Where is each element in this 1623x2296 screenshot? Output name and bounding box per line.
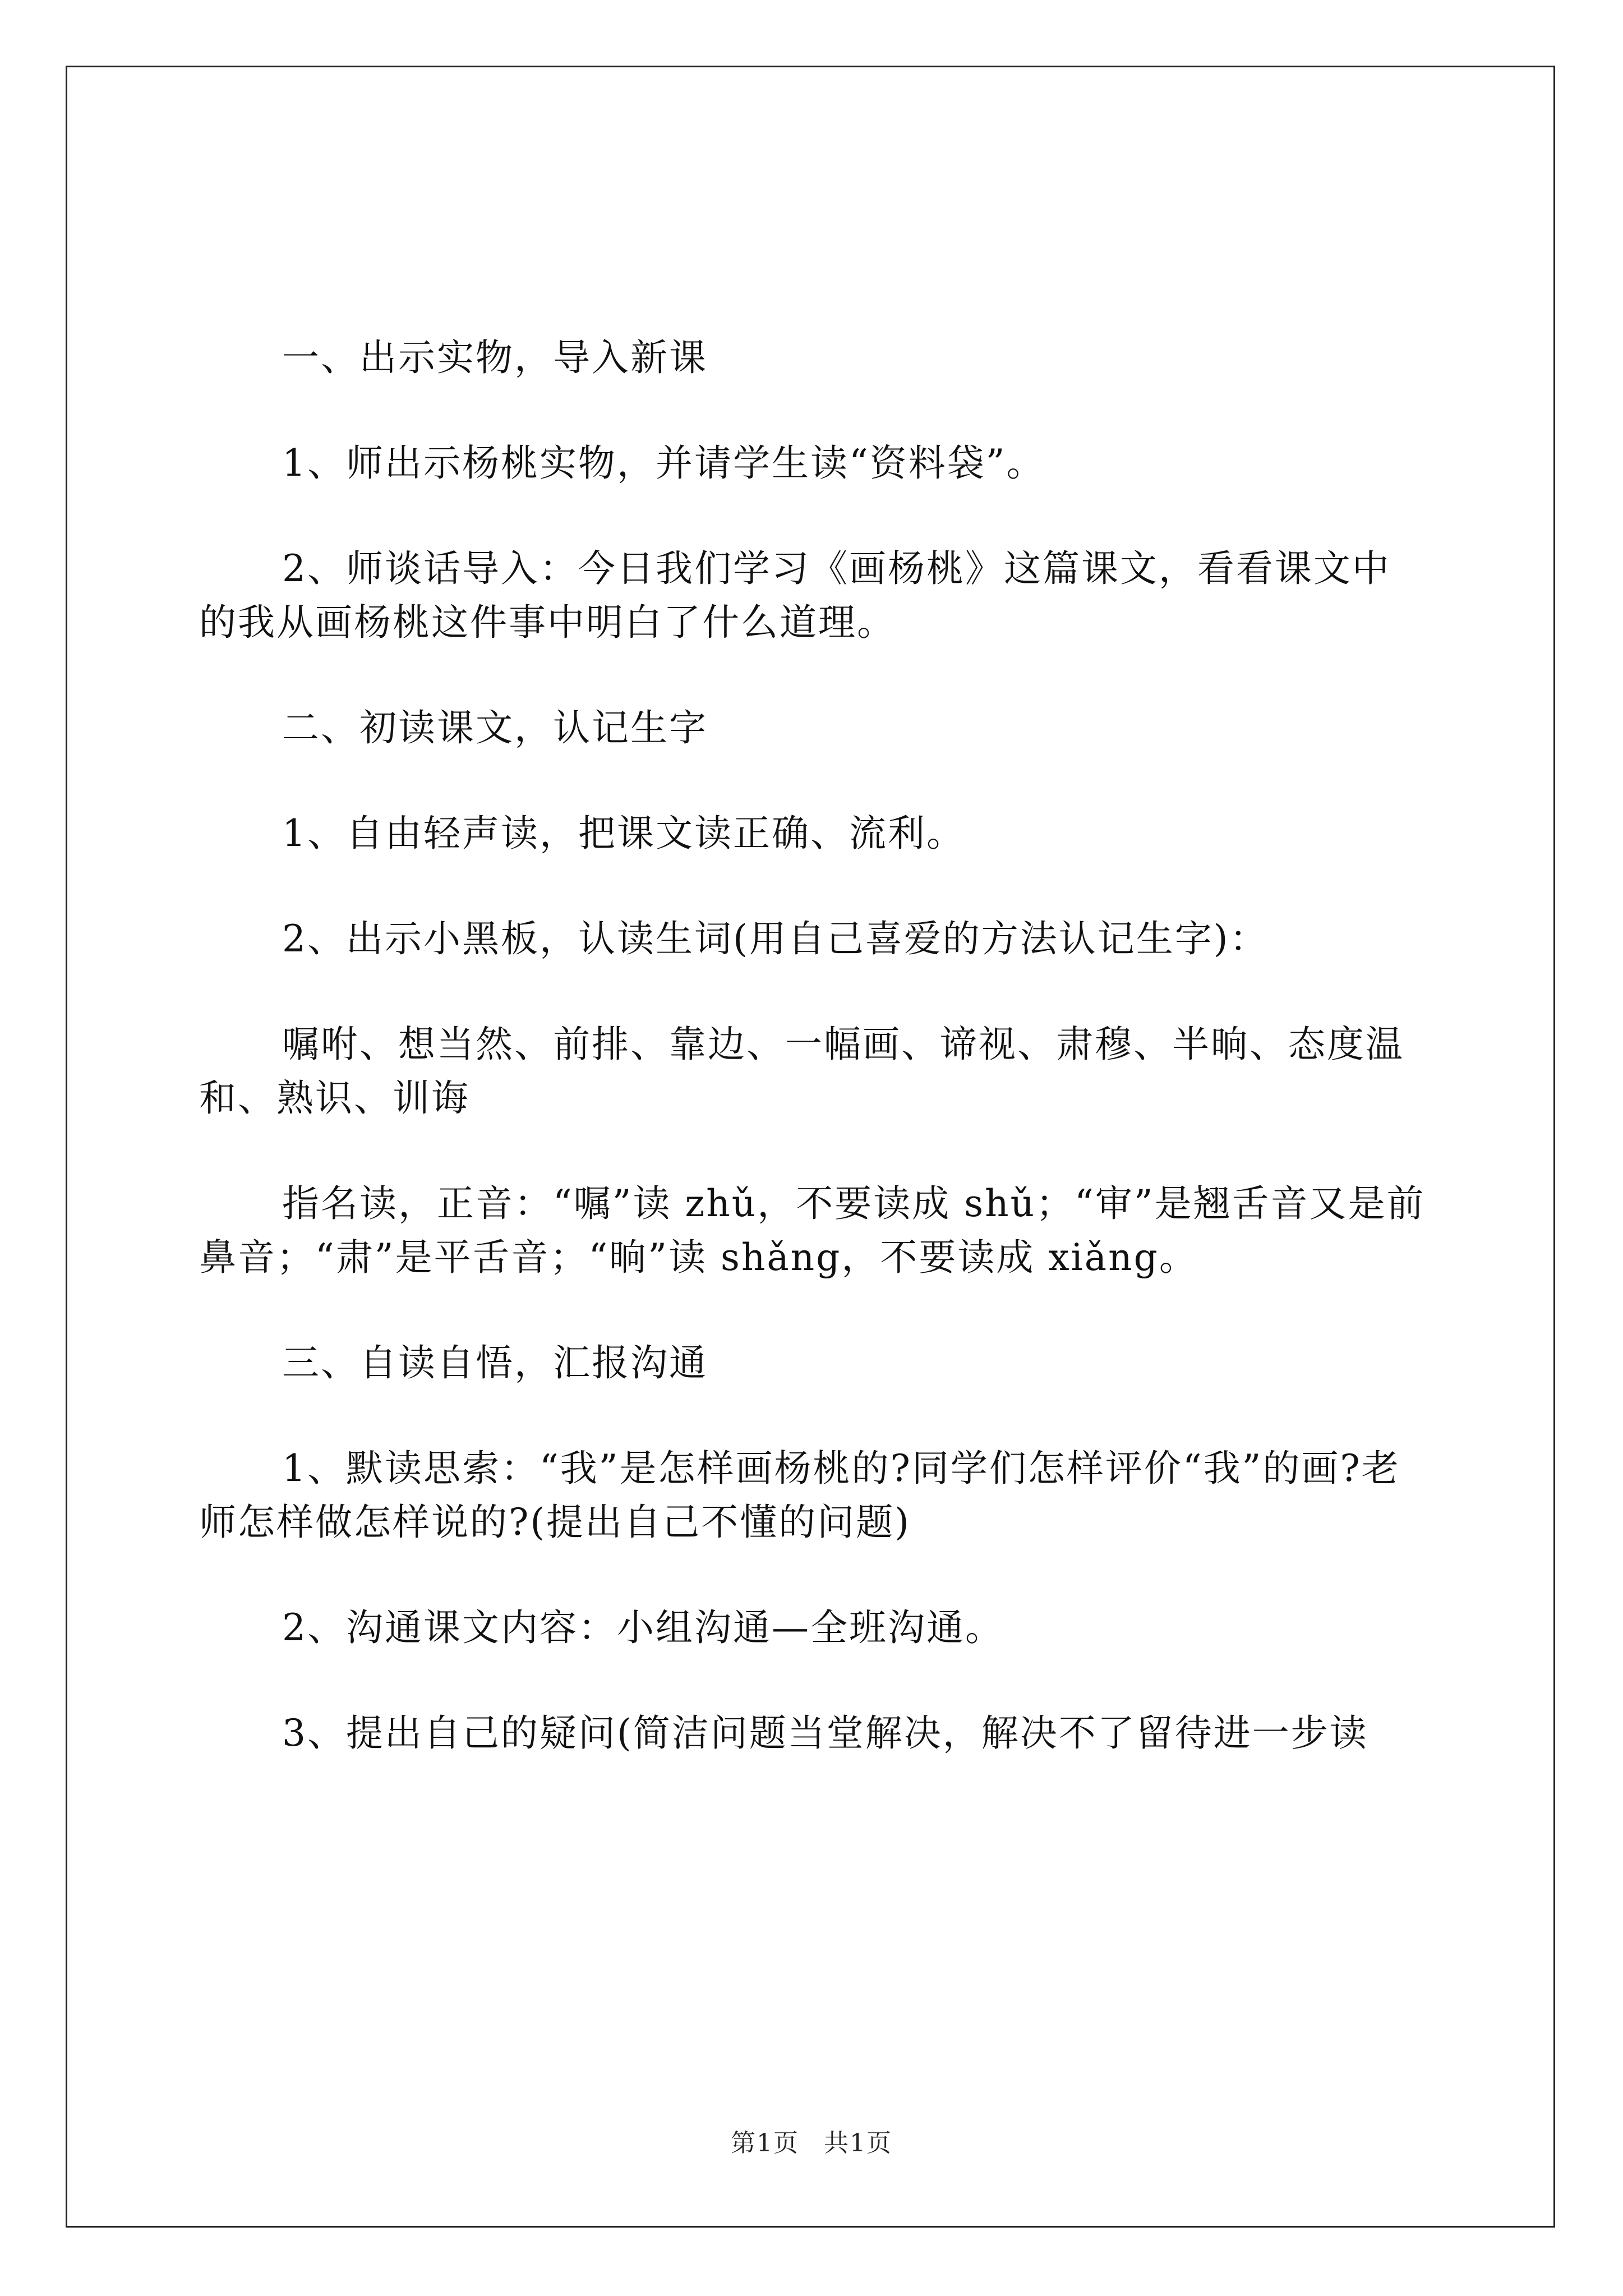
document-body — [199, 331, 1427, 1760]
paragraph: 1、默读思索：“我”是怎样画杨桃的?同学们怎样评价“我”的画?老师怎样做怎样说的?(提出自己不懂的问题) — [199, 1447, 1400, 1544]
page-footer — [0, 2123, 1623, 2159]
section-heading: 二、初读课文，认记生字 — [282, 706, 708, 749]
page-total: 共1页 — [824, 2129, 892, 2157]
paragraph: 1、自由轻声读，把课文读正确、流利。 — [282, 812, 965, 855]
paragraph: 2、师谈话导入：今日我们学习《画杨桃》这篇课文，看看课文中的我从画杨桃这件事中明白了什么道理。 — [199, 547, 1391, 644]
paragraph: 2、沟通课文内容：小组沟通—全班沟通。 — [282, 1606, 1004, 1649]
paragraph: 指名读，正音：“嘱”读 zhǔ，不要读成 shǔ；“审”是翘舌音又是前鼻音；“肃”是平舌音；“晌”读 shǎng，不要读成 xiǎng。 — [199, 1182, 1426, 1279]
page-number: 第1页 — [731, 2129, 799, 2157]
paragraph: 1、师出示杨桃实物，并请学生读“资料袋”。 — [282, 441, 1045, 485]
paragraph: 3、提出自己的疑问(简洁问题当堂解决，解决不了留待进一步读 — [282, 1711, 1368, 1755]
paragraph: 2、出示小黑板，认读生词(用自己喜爱的方法认记生字)： — [282, 917, 1269, 960]
section-heading: 三、自读自悟，汇报沟通 — [282, 1341, 708, 1384]
paragraph: 嘱咐、想当然、前排、靠边、一幅画、谛视、肃穆、半晌、态度温和、熟识、训诲 — [199, 1023, 1404, 1120]
section-heading: 一、出示实物，导入新课 — [282, 336, 708, 379]
